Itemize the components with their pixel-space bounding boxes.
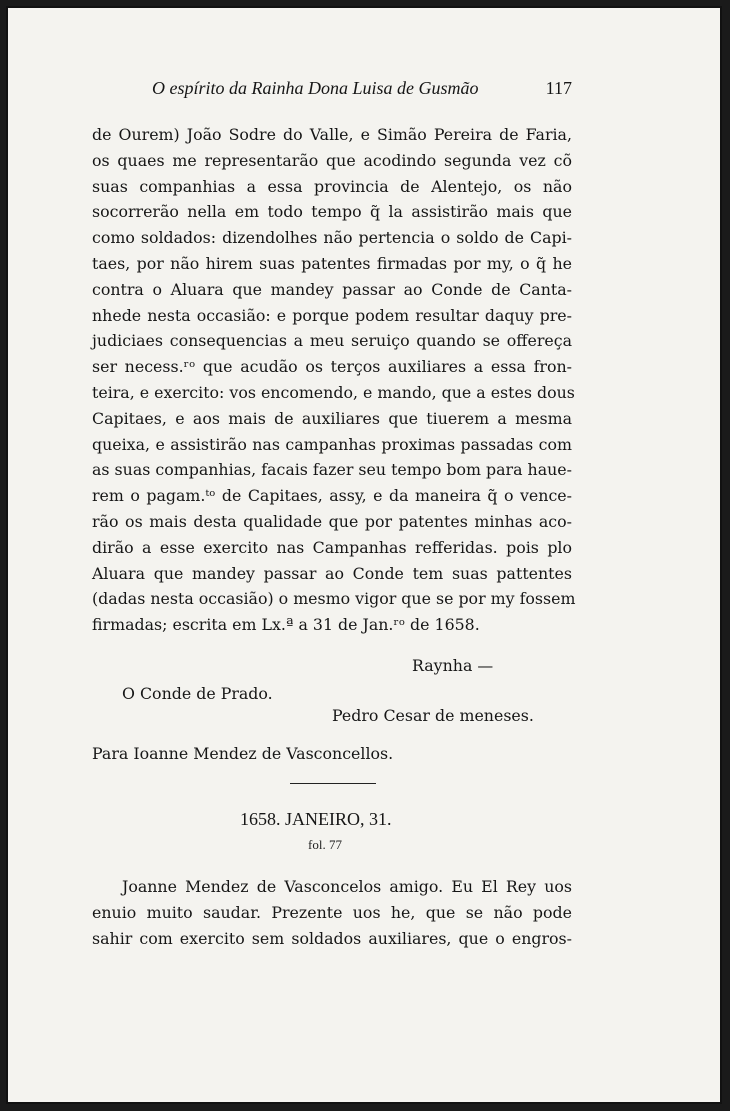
text-line: contra o Aluara que mandey passar ao Conde de Canta- (92, 279, 572, 299)
signature-secretary: Pedro Cesar de meneses. (332, 706, 534, 725)
date-heading: 1658. JANEIRO, 31. (240, 809, 392, 829)
letter-body (92, 122, 576, 638)
page-number: 117 (545, 78, 572, 98)
text-line: queixa, e assistirão nas campanhas proximas passadas com (92, 434, 572, 454)
text-line: (dadas nesta occasião) o mesmo vigor que se por my fossem (92, 589, 576, 609)
text-line: Capitaes, e aos mais de auxiliares que tiuerem a mesma (92, 408, 572, 428)
signature-queen: Raynha — (412, 656, 494, 675)
addressee: Para Ioanne Mendez de Vasconcellos. (92, 744, 394, 763)
text-line: enuio muito saudar. Prezente uos he, que se não pode (92, 902, 572, 922)
folio-reference: fol. 77 (308, 837, 342, 852)
text-line: ser necess.ʳᵒ que acudão os terços auxiliares a essa fron- (92, 357, 572, 377)
text-line: firmadas; escrita em Lx.ª a 31 de Jan.ʳᵒ de 1658. (92, 615, 480, 635)
text-line: teira, e exercito: vos encomendo, e mando, que a estes dous (92, 382, 575, 402)
text-line: rão os mais desta qualidade que por patentes minhas aco- (92, 511, 572, 531)
text-line: judiciaes consequencias a meu seruiço quando se offereça (92, 331, 572, 351)
running-title: O espírito da Rainha Dona Luisa de Gusmão (152, 78, 479, 98)
text-line: de Ourem) João Sodre do Valle, e Simão Pereira de Faria, (92, 125, 572, 144)
text-line: socorrerão nella em todo tempo q̃ la assistirão mais que (92, 202, 572, 222)
text-line: dirão a esse exercito nas Campanhas refferidas. pois plo (92, 537, 572, 557)
text-line: Joanne Mendez de Vasconcelos amigo. Eu El Rey uos (122, 877, 572, 896)
next-letter-body (92, 874, 572, 951)
text-line: nhede nesta occasião: e porque podem resultar daquy pre- (92, 305, 572, 325)
text-line: Aluara que mandey passar ao Conde tem suas pattentes (92, 563, 572, 583)
text-line: as suas companhias, facais fazer seu tempo bom para haue- (92, 460, 572, 480)
running-header (152, 78, 572, 108)
text-line: suas companhias a essa provincia de Alentejo, os não (92, 176, 572, 196)
text-line: como soldados: dizendolhes não pertencia o soldo de Capi- (92, 228, 572, 248)
text-line: sahir com exercito sem soldados auxiliares, que o engros- (92, 928, 572, 948)
book-page (6, 6, 722, 1104)
text-line: rem o pagam.ᵗᵒ de Capitaes, assy, e da maneira q̃ o vence- (92, 486, 572, 506)
section-divider (290, 783, 376, 784)
text-line: taes, por não hirem suas patentes firmadas por my, o q̃ he (92, 253, 572, 273)
text-line: os quaes me representarão que acodindo segunda vez cõ (92, 150, 572, 170)
signature-count: O Conde de Prado. (122, 684, 273, 703)
